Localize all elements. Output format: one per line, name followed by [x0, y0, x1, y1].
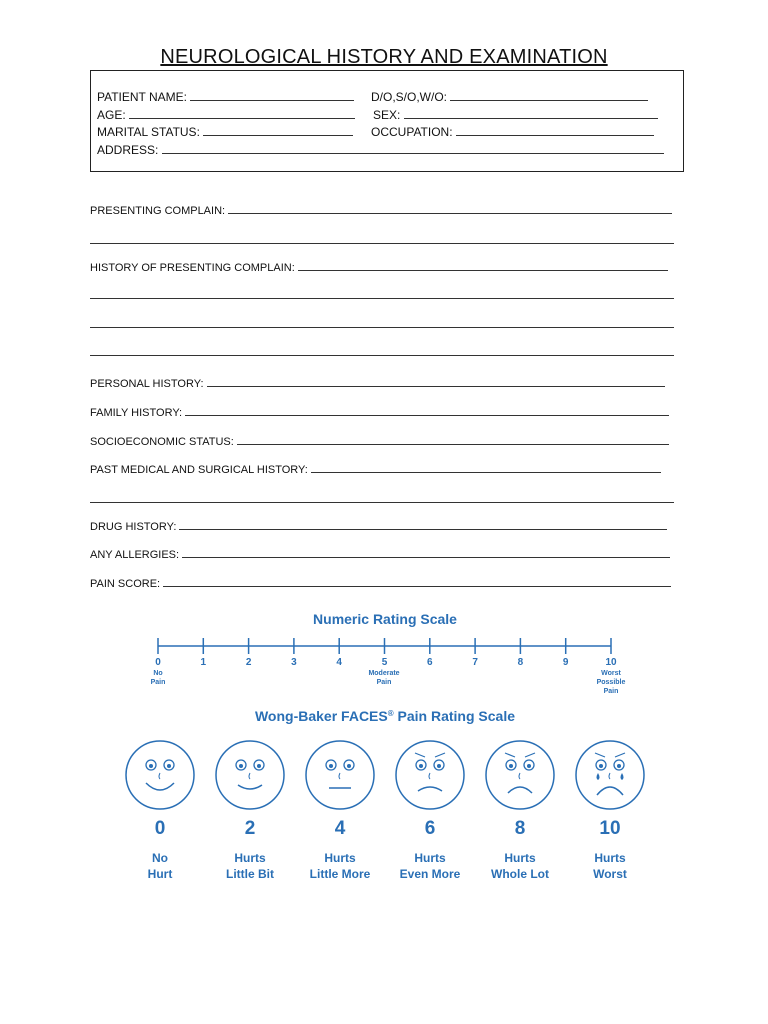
- face-4: [306, 741, 374, 881]
- label-no-pain-2: Pain: [150, 679, 166, 686]
- scale-tick-label: 9: [562, 657, 569, 668]
- scale-tick-label: 3: [291, 657, 297, 668]
- face-pupil: [419, 764, 423, 768]
- face-outline: [216, 741, 284, 809]
- pain-score-label: PAIN SCORE:: [90, 578, 161, 590]
- face-score: 10: [599, 818, 621, 839]
- face-score: 0: [154, 818, 166, 839]
- presenting-complain-blank[interactable]: [228, 203, 672, 214]
- face-2: [216, 741, 284, 881]
- face-0: [126, 741, 194, 881]
- label-worst-1: Worst: [601, 670, 621, 677]
- face-label-line1: Hurts: [504, 851, 536, 865]
- history-presenting-line[interactable]: [90, 298, 674, 299]
- age-field[interactable]: [97, 108, 355, 122]
- label-moderate-1: Moderate: [368, 670, 400, 677]
- scale-tick-label: 10: [605, 657, 617, 668]
- history-presenting-blank[interactable]: [298, 260, 668, 271]
- history-presenting-line[interactable]: [90, 355, 674, 356]
- face-label-line2: Little More: [309, 867, 371, 881]
- face-pupil: [437, 764, 441, 768]
- age-blank[interactable]: [129, 108, 355, 119]
- history-presenting-field[interactable]: [90, 260, 668, 274]
- past-medical-label: PAST MEDICAL AND SURGICAL HISTORY:: [90, 464, 308, 476]
- page-title: NEUROLOGICAL HISTORY AND EXAMINATION: [160, 46, 608, 68]
- face-label-line2: Worst: [593, 867, 627, 881]
- numeric-scale-title: Numeric Rating Scale: [313, 611, 457, 627]
- address-label: ADDRESS:: [97, 143, 159, 157]
- face-label-line1: Hurts: [324, 851, 356, 865]
- face-score: 2: [244, 818, 256, 839]
- patient-name-blank[interactable]: [190, 90, 354, 101]
- relation-field[interactable]: [371, 90, 648, 104]
- scale-tick-label: 4: [336, 657, 342, 668]
- marital-status-blank[interactable]: [203, 125, 353, 136]
- scale-tick-label: 1: [200, 657, 207, 668]
- scale-tick-label: 8: [517, 657, 524, 668]
- patient-name-field[interactable]: [97, 90, 354, 104]
- address-field[interactable]: [97, 143, 664, 157]
- scale-tick-label: 5: [381, 657, 388, 668]
- sex-label: SEX:: [373, 108, 401, 122]
- faces-scale-title: Wong-Baker FACES® Pain Rating Scale: [254, 708, 516, 724]
- marital-status-label: MARITAL STATUS:: [97, 125, 200, 139]
- occupation-label: OCCUPATION:: [371, 125, 453, 139]
- socioeconomic-blank[interactable]: [237, 434, 669, 445]
- face-label-line1: No: [152, 851, 168, 865]
- scale-tick-label: 2: [245, 657, 252, 668]
- label-worst-3: Pain: [603, 688, 619, 695]
- face-pupil: [149, 764, 153, 768]
- face-pupil: [329, 764, 333, 768]
- occupation-blank[interactable]: [456, 125, 654, 136]
- face-label-line2: Hurt: [147, 867, 173, 881]
- allergies-field[interactable]: [90, 547, 670, 561]
- patient-info-box: [90, 70, 684, 172]
- past-medical-blank[interactable]: [311, 462, 661, 473]
- face-pupil: [257, 764, 261, 768]
- past-medical-field[interactable]: [90, 462, 661, 476]
- face-score: 4: [334, 818, 346, 839]
- face-pupil: [347, 764, 351, 768]
- personal-history-blank[interactable]: [207, 376, 665, 387]
- faces-row: [126, 741, 644, 881]
- face-outline: [396, 741, 464, 809]
- drug-history-label: DRUG HISTORY:: [90, 521, 177, 533]
- past-medical-line[interactable]: [90, 502, 674, 503]
- relation-blank[interactable]: [450, 90, 648, 101]
- face-outline: [126, 741, 194, 809]
- label-worst-2: Possible: [596, 679, 626, 686]
- socioeconomic-field[interactable]: [90, 434, 669, 448]
- face-score: 8: [514, 818, 526, 839]
- socioeconomic-label: SOCIOECONOMIC STATUS:: [90, 436, 234, 448]
- face-pupil: [617, 764, 621, 768]
- age-label: AGE:: [97, 108, 126, 122]
- personal-history-field[interactable]: [90, 376, 665, 390]
- face-pupil: [509, 764, 513, 768]
- patient-name-label: PATIENT NAME:: [97, 90, 188, 104]
- scale-tick-label: 6: [427, 657, 433, 668]
- presenting-complain-line[interactable]: [90, 243, 674, 244]
- label-moderate-2: Pain: [376, 679, 392, 686]
- face-pupil: [527, 764, 531, 768]
- pain-score-blank[interactable]: [163, 576, 671, 587]
- face-label-line1: Hurts: [414, 851, 446, 865]
- label-no-pain-1: No: [153, 670, 163, 677]
- history-presenting-label: HISTORY OF PRESENTING COMPLAIN:: [90, 262, 295, 274]
- face-pupil: [599, 764, 603, 768]
- presenting-complain-field[interactable]: [90, 203, 672, 217]
- presenting-complain-label: PRESENTING COMPLAIN:: [90, 205, 226, 217]
- family-history-field[interactable]: [90, 405, 669, 419]
- scale-tick-label: 0: [155, 657, 161, 668]
- face-outline: [486, 741, 554, 809]
- face-label-line2: Even More: [399, 867, 461, 881]
- marital-status-field[interactable]: [97, 125, 353, 139]
- scale-tick-label: 7: [472, 657, 478, 668]
- face-6: [396, 741, 464, 881]
- history-presenting-line[interactable]: [90, 327, 674, 328]
- relation-label: D/O,S/O,W/O:: [371, 90, 448, 104]
- occupation-field[interactable]: [371, 125, 654, 139]
- face-label-line2: Whole Lot: [491, 867, 549, 881]
- allergies-label: ANY ALLERGIES:: [90, 549, 180, 561]
- drug-history-blank[interactable]: [179, 519, 667, 530]
- face-10: [576, 741, 644, 881]
- family-history-label: FAMILY HISTORY:: [90, 407, 183, 419]
- face-pupil: [167, 764, 171, 768]
- pain-scales-figure: [0, 600, 768, 900]
- numeric-scale-ticks: [155, 638, 617, 668]
- face-outline: [576, 741, 644, 809]
- face-pupil: [239, 764, 243, 768]
- drug-history-field[interactable]: [90, 519, 667, 533]
- face-score: 6: [424, 818, 436, 839]
- allergies-blank[interactable]: [182, 547, 670, 558]
- face-label-line1: Hurts: [234, 851, 266, 865]
- sex-blank[interactable]: [404, 108, 658, 119]
- face-8: [486, 741, 554, 881]
- pain-score-field[interactable]: [90, 576, 671, 590]
- family-history-blank[interactable]: [185, 405, 669, 416]
- face-label-line2: Little Bit: [226, 867, 274, 881]
- personal-history-label: PERSONAL HISTORY:: [90, 378, 204, 390]
- face-outline: [306, 741, 374, 809]
- face-label-line1: Hurts: [594, 851, 626, 865]
- sex-field[interactable]: [373, 108, 658, 122]
- address-blank[interactable]: [162, 143, 664, 154]
